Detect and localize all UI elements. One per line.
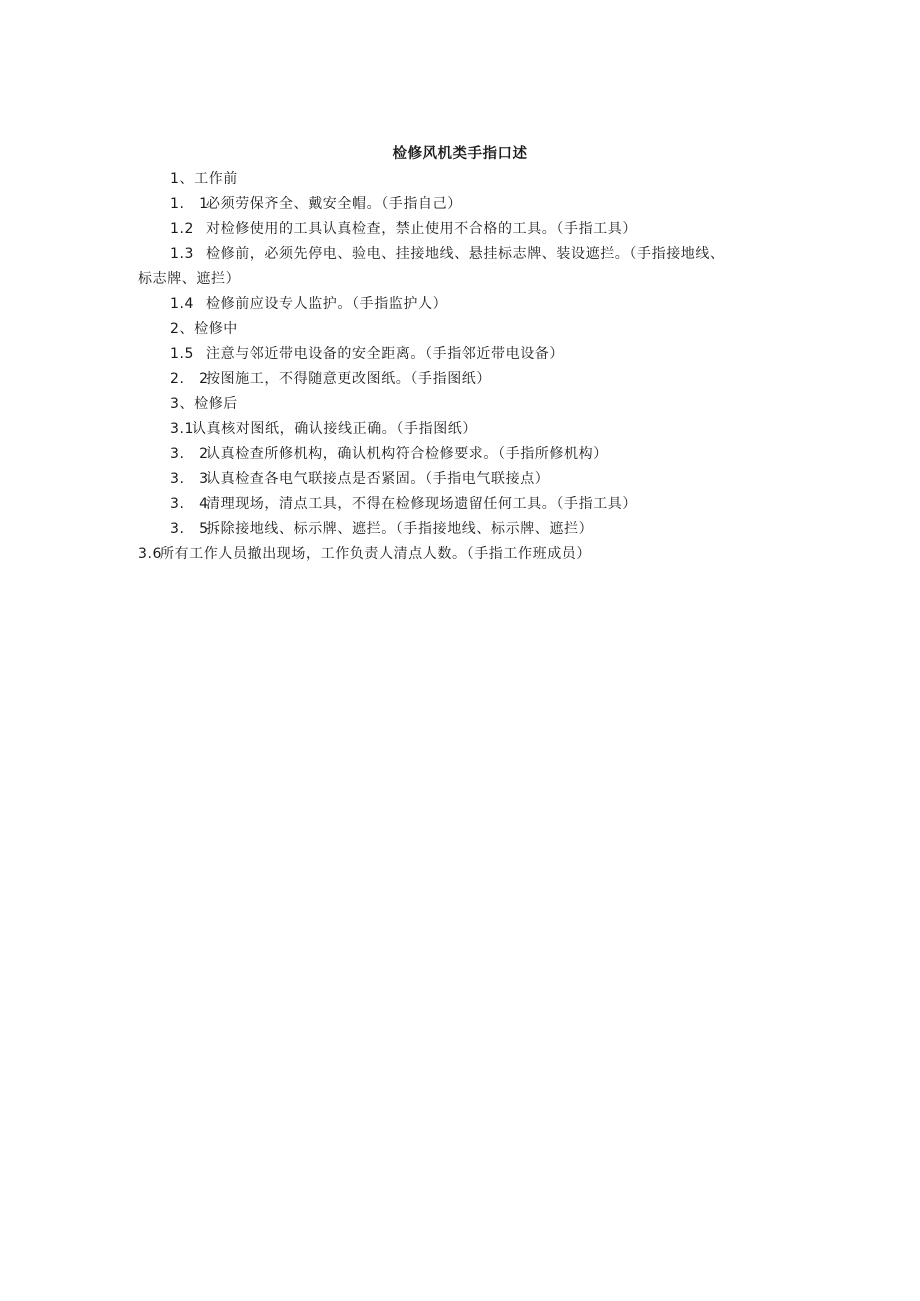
item-number: 3. 3 (170, 471, 209, 487)
item-text: 检修前，必须先停电、验电、挂接地线、悬挂标志牌、装设遮拦。（手指接地线、 (206, 246, 725, 262)
item-text: 认真检查各电气联接点是否紧固。（手指电气联接点） (206, 471, 550, 487)
item-text: 拆除接地线、标示牌、遮拦。（手指接地线、标示牌、遮拦） (206, 521, 594, 537)
list-item (170, 368, 491, 390)
item-number: 3.6 (138, 546, 163, 562)
item-text: 所有工作人员撤出现场，工作负责人清点人数。（手指工作班成员） (160, 546, 591, 562)
item-text: 对检修使用的工具认真检查，禁止使用不合格的工具。（手指工具） (206, 221, 637, 237)
document-title: 检修风机类手指口述 (392, 146, 528, 162)
item-text: 工作前 (194, 171, 238, 187)
item-number: 3、 (170, 396, 195, 412)
item-text: 标志牌、遮拦） (138, 271, 241, 287)
item-text: 清理现场，清点工具，不得在检修现场遗留任何工具。（手指工具） (206, 496, 637, 512)
item-text: 认真核对图纸，确认接线正确。（手指图纸） (192, 421, 477, 437)
item-text: 必须劳保齐全、戴安全帽。（手指自己） (206, 196, 462, 212)
item-text: 检修前应设专人监护。（手指监护人） (206, 296, 448, 312)
item-text: 按图施工，不得随意更改图纸。（手指图纸） (206, 371, 491, 387)
list-item (170, 343, 564, 365)
list-item (170, 418, 477, 440)
item-number: 3. 5 (170, 521, 209, 537)
item-number: 2. 2 (170, 371, 209, 387)
item-number: 1.5 (170, 346, 195, 362)
list-item (170, 468, 549, 490)
list-item (170, 293, 447, 315)
item-number: 1、 (170, 171, 195, 187)
item-text: 认真检查所修机构，确认机构符合检修要求。（手指所修机构） (206, 446, 608, 462)
section-heading-after-work (170, 393, 238, 415)
section-heading-before-work (170, 168, 238, 190)
list-item (170, 193, 462, 215)
item-number: 3.1 (170, 421, 195, 437)
list-item (170, 243, 725, 265)
section-heading-during-work (170, 318, 238, 340)
list-item (138, 543, 591, 565)
item-text: 检修中 (194, 321, 238, 337)
item-number: 2、 (170, 321, 195, 337)
item-number: 1.2 (170, 221, 195, 237)
list-item (170, 518, 593, 540)
list-item (170, 443, 608, 465)
list-item-continuation (138, 268, 240, 290)
item-number: 1.4 (170, 296, 195, 312)
item-number: 1.3 (170, 246, 195, 262)
item-number: 1. 1 (170, 196, 209, 212)
item-number: 3. 4 (170, 496, 209, 512)
item-number: 3. 2 (170, 446, 209, 462)
item-text: 注意与邻近带电设备的安全距离。（手指邻近带电设备） (206, 346, 564, 362)
list-item (170, 218, 637, 240)
item-text: 检修后 (194, 396, 238, 412)
list-item (170, 493, 637, 515)
